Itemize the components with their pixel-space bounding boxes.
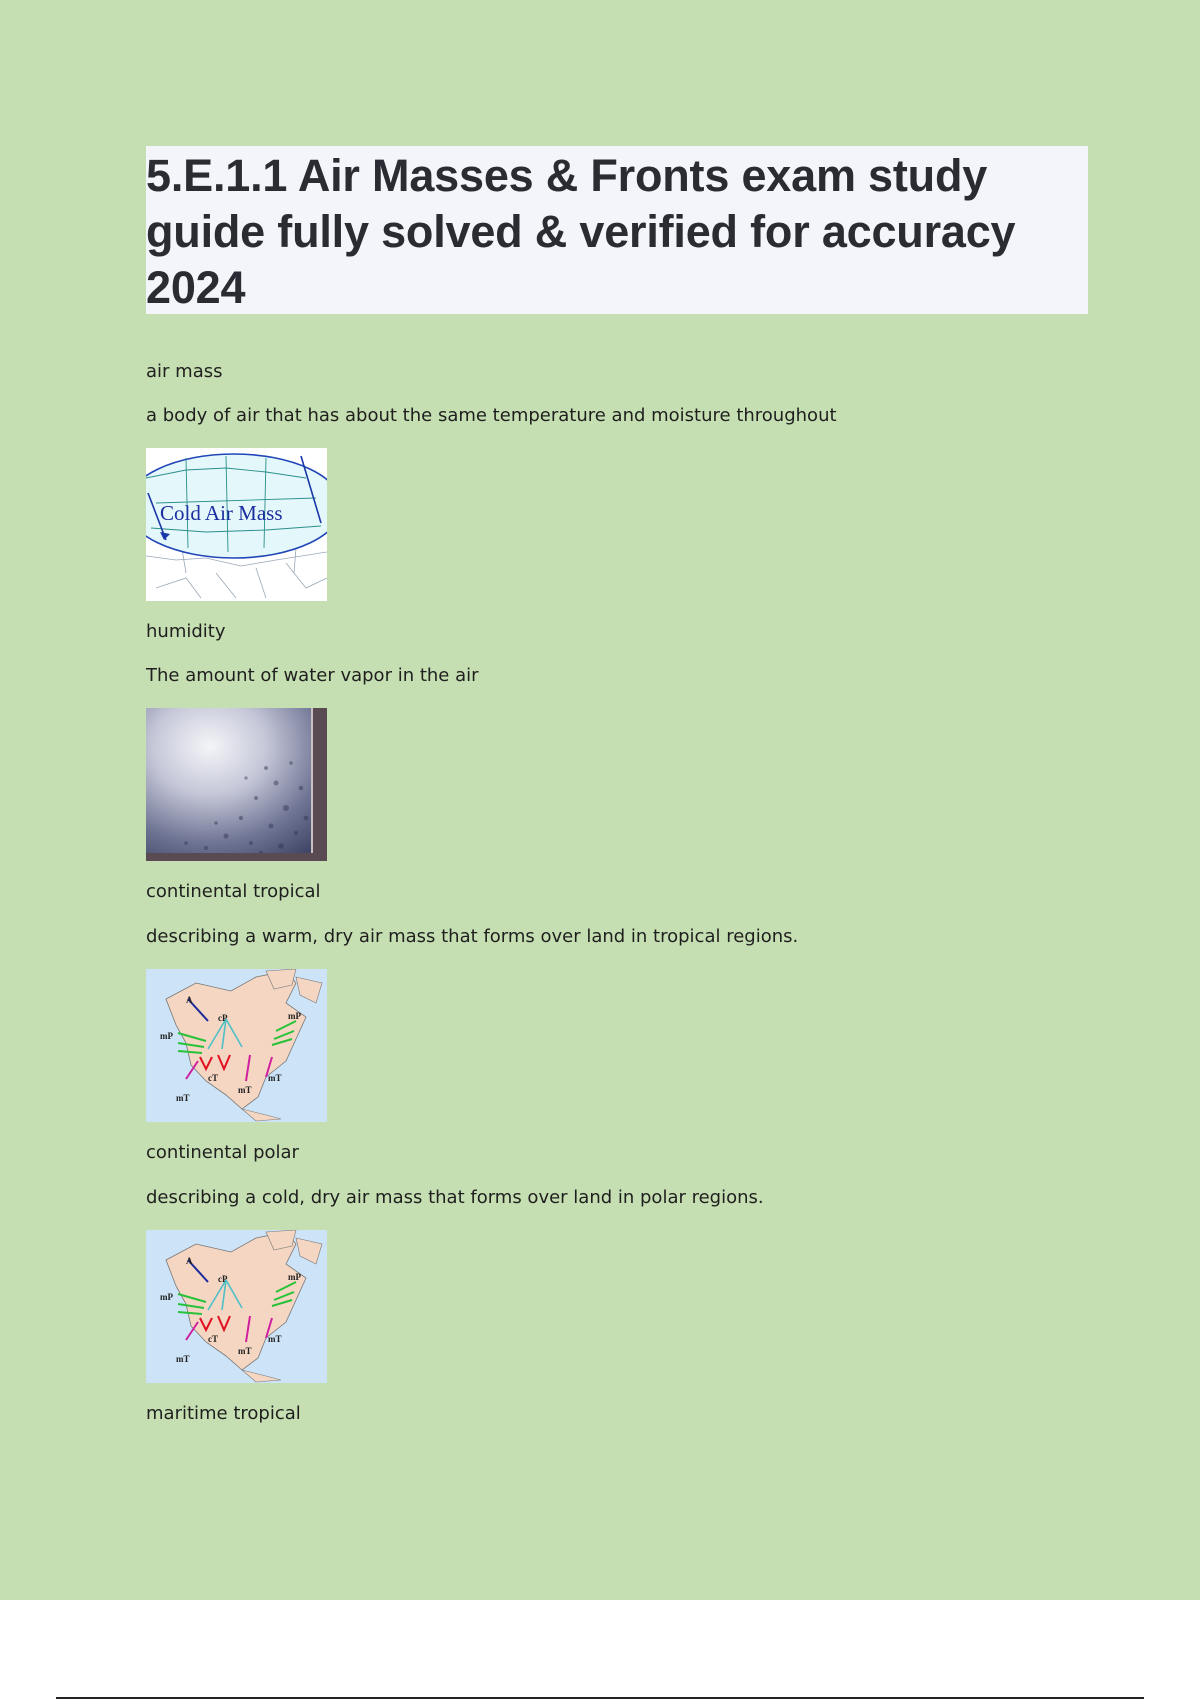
map-label: mP — [288, 1272, 301, 1282]
entry-humidity — [146, 621, 1088, 861]
air-mass-map-graphic — [146, 969, 327, 1122]
entry-continental-tropical — [146, 881, 1088, 1122]
title-box — [146, 146, 1088, 314]
map-label: cT — [208, 1073, 218, 1083]
condensation-window-graphic — [146, 708, 327, 861]
term: humidity — [146, 621, 226, 642]
map-label: cT — [208, 1334, 218, 1344]
document-title: 5.E.1.1 Air Masses & Fronts exam study guide fully solved & verified for accuracy 2024 — [146, 150, 1016, 313]
map-label: mT — [176, 1093, 190, 1103]
term: continental polar — [146, 1142, 299, 1163]
entry-air-mass — [146, 361, 1088, 601]
footer-rule — [56, 1697, 1144, 1699]
document-content — [146, 146, 1088, 1425]
term: air mass — [146, 361, 223, 382]
condensation-window-image — [146, 708, 327, 861]
air-mass-map-graphic — [146, 1230, 327, 1383]
definition: a body of air that has about the same temperature and moisture throughout — [146, 405, 837, 426]
map-label: mT — [238, 1085, 252, 1095]
term: maritime tropical — [146, 1403, 301, 1424]
term: continental tropical — [146, 881, 321, 902]
map-label: cP — [218, 1274, 228, 1284]
map-label: A — [186, 1256, 193, 1266]
map-label: mP — [160, 1031, 173, 1041]
entry-maritime-tropical — [146, 1403, 1088, 1425]
entry-continental-polar — [146, 1142, 1088, 1383]
cold-air-mass-label: Cold Air Mass — [160, 501, 283, 525]
cold-air-mass-map-image — [146, 448, 327, 601]
air-mass-source-map-image — [146, 1230, 327, 1383]
definition: describing a cold, dry air mass that forms over land in polar regions. — [146, 1187, 764, 1208]
map-label: cP — [218, 1013, 228, 1023]
map-label: mT — [268, 1073, 282, 1083]
map-label: mT — [268, 1334, 282, 1344]
definition: describing a warm, dry air mass that forms over land in tropical regions. — [146, 926, 799, 947]
cold-air-mass-map-graphic — [146, 448, 327, 601]
definition: The amount of water vapor in the air — [146, 665, 479, 686]
map-label: mT — [238, 1346, 252, 1356]
air-mass-source-map-image — [146, 969, 327, 1122]
map-label: mP — [160, 1292, 173, 1302]
map-label: A — [186, 995, 193, 1005]
map-label: mP — [288, 1011, 301, 1021]
map-label: mT — [176, 1354, 190, 1364]
